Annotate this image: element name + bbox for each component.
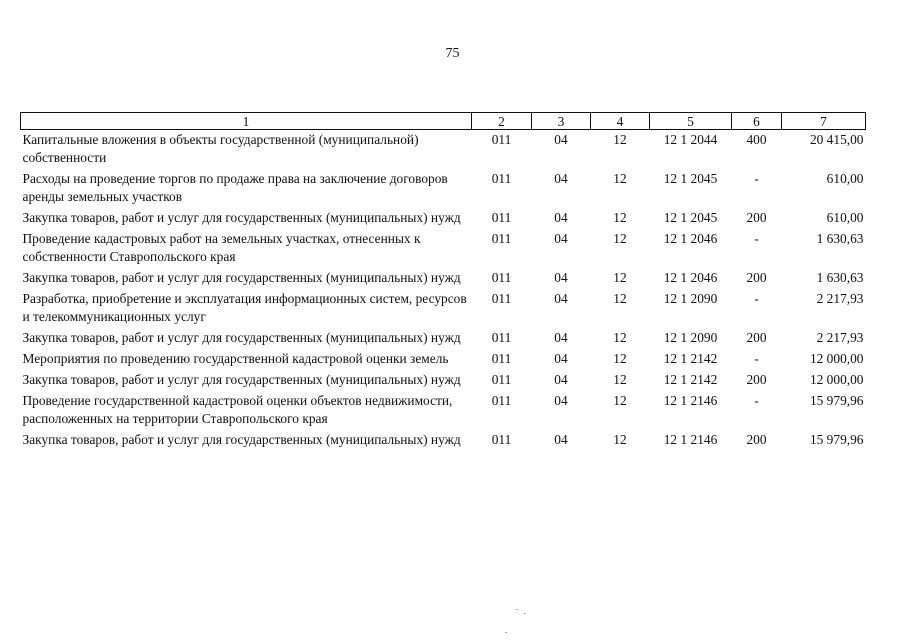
- cell-col-4: 12: [613, 270, 627, 285]
- cell-col-7: 610,00: [826, 171, 864, 186]
- cell-col-5: 12 1 2045: [663, 171, 718, 186]
- cell-name: Закупка товаров, работ и услуг для государственных (муниципальных) нужд: [22, 210, 461, 225]
- header-col-6: 6: [732, 113, 782, 130]
- cell-col-7: 2 217,93: [816, 291, 864, 306]
- cell-col-4: 12: [613, 291, 627, 306]
- cell-col-6: 200: [746, 432, 767, 447]
- table-row: [21, 229, 866, 268]
- cell-col-6: -: [754, 351, 759, 366]
- cell-name: Закупка товаров, работ и услуг для государственных (муниципальных) нужд: [22, 372, 461, 387]
- cell-col-3: 04: [554, 171, 568, 186]
- cell-col-3: 04: [554, 432, 568, 447]
- cell-col-3: 04: [554, 351, 568, 366]
- cell-col-6: -: [754, 291, 759, 306]
- cell-col-4: 12: [613, 231, 627, 246]
- cell-col-3: 04: [554, 393, 568, 408]
- table-row: [21, 268, 866, 289]
- cell-col-2: 011: [491, 291, 512, 306]
- cell-col-2: 011: [491, 210, 512, 225]
- cell-name: Расходы на проведение торгов по продаже права на заключение договоров аренды земельных участков: [22, 171, 448, 204]
- cell-col-7: 15 979,96: [809, 393, 864, 408]
- cell-col-4: 12: [613, 372, 627, 387]
- table-row: [21, 328, 866, 349]
- scan-speck: [516, 609, 518, 610]
- cell-col-2: 011: [491, 372, 512, 387]
- table-row: [21, 370, 866, 391]
- cell-col-3: 04: [554, 210, 568, 225]
- cell-name: Закупка товаров, работ и услуг для государственных (муниципальных) нужд: [22, 270, 461, 285]
- header-col-7: 7: [782, 113, 866, 130]
- cell-name: Разработка, приобретение и эксплуатация информационных систем, ресурсов и телекоммуникационных услуг: [22, 291, 467, 324]
- table-row: [21, 130, 866, 170]
- cell-col-4: 12: [613, 351, 627, 366]
- cell-col-3: 04: [554, 372, 568, 387]
- table-row: [21, 169, 866, 208]
- cell-col-5: 12 1 2090: [663, 330, 718, 345]
- cell-col-4: 12: [613, 393, 627, 408]
- scan-speck: [505, 632, 507, 633]
- cell-col-7: 12 000,00: [809, 372, 864, 387]
- cell-col-7: 15 979,96: [809, 432, 864, 447]
- header-col-3: 3: [532, 113, 591, 130]
- table-row: [21, 391, 866, 430]
- cell-col-6: 200: [746, 210, 767, 225]
- scan-speck: [524, 613, 526, 614]
- cell-col-4: 12: [613, 330, 627, 345]
- cell-col-7: 1 630,63: [816, 270, 864, 285]
- cell-col-5: 12 1 2146: [663, 393, 718, 408]
- table-row: [21, 349, 866, 370]
- cell-col-6: 200: [746, 372, 767, 387]
- table-row: [21, 430, 866, 451]
- cell-col-3: 04: [554, 330, 568, 345]
- header-col-4: 4: [591, 113, 650, 130]
- header-col-2: 2: [472, 113, 532, 130]
- cell-col-7: 610,00: [826, 210, 864, 225]
- header-col-1: 1: [21, 113, 472, 130]
- cell-col-6: -: [754, 231, 759, 246]
- cell-col-6: 400: [746, 132, 767, 147]
- cell-col-4: 12: [613, 210, 627, 225]
- cell-col-3: 04: [554, 270, 568, 285]
- page-number: 75: [445, 46, 460, 61]
- cell-col-2: 011: [491, 132, 512, 147]
- cell-name: Закупка товаров, работ и услуг для государственных (муниципальных) нужд: [22, 432, 461, 447]
- cell-col-5: 12 1 2090: [663, 291, 718, 306]
- cell-col-5: 12 1 2142: [663, 351, 718, 366]
- cell-col-2: 011: [491, 432, 512, 447]
- header-col-5: 5: [650, 113, 732, 130]
- cell-col-6: 200: [746, 330, 767, 345]
- cell-col-6: 200: [746, 270, 767, 285]
- cell-name: Проведение кадастровых работ на земельных участках, отнесенных к собственности Ставропольского края: [22, 231, 421, 264]
- cell-col-3: 04: [554, 132, 568, 147]
- cell-col-5: 12 1 2142: [663, 372, 718, 387]
- cell-col-3: 04: [554, 231, 568, 246]
- budget-table: [20, 112, 866, 451]
- cell-col-4: 12: [613, 171, 627, 186]
- cell-col-3: 04: [554, 291, 568, 306]
- cell-col-2: 011: [491, 171, 512, 186]
- cell-col-5: 12 1 2044: [663, 132, 718, 147]
- cell-col-5: 12 1 2046: [663, 231, 718, 246]
- cell-col-6: -: [754, 171, 759, 186]
- table-header-row: [21, 113, 866, 130]
- cell-col-5: 12 1 2046: [663, 270, 718, 285]
- cell-col-2: 011: [491, 270, 512, 285]
- cell-col-4: 12: [613, 132, 627, 147]
- cell-name: Капитальные вложения в объекты государственной (муниципальной) собственности: [22, 132, 419, 165]
- cell-name: Закупка товаров, работ и услуг для государственных (муниципальных) нужд: [22, 330, 461, 345]
- cell-name: Мероприятия по проведению государственной кадастровой оценки земель: [22, 351, 449, 366]
- cell-col-5: 12 1 2045: [663, 210, 718, 225]
- cell-col-4: 12: [613, 432, 627, 447]
- cell-col-7: 2 217,93: [816, 330, 864, 345]
- cell-col-2: 011: [491, 393, 512, 408]
- table-body: [21, 130, 866, 452]
- cell-col-2: 011: [491, 351, 512, 366]
- cell-col-7: 1 630,63: [816, 231, 864, 246]
- cell-col-2: 011: [491, 330, 512, 345]
- table-row: [21, 208, 866, 229]
- cell-col-2: 011: [491, 231, 512, 246]
- cell-name: Проведение государственной кадастровой оценки объектов недвижимости, расположенных на территории Ставропольского края: [22, 393, 453, 426]
- table-row: [21, 289, 866, 328]
- cell-col-7: 12 000,00: [809, 351, 864, 366]
- cell-col-7: 20 415,00: [809, 132, 864, 147]
- cell-col-5: 12 1 2146: [663, 432, 718, 447]
- cell-col-6: -: [754, 393, 759, 408]
